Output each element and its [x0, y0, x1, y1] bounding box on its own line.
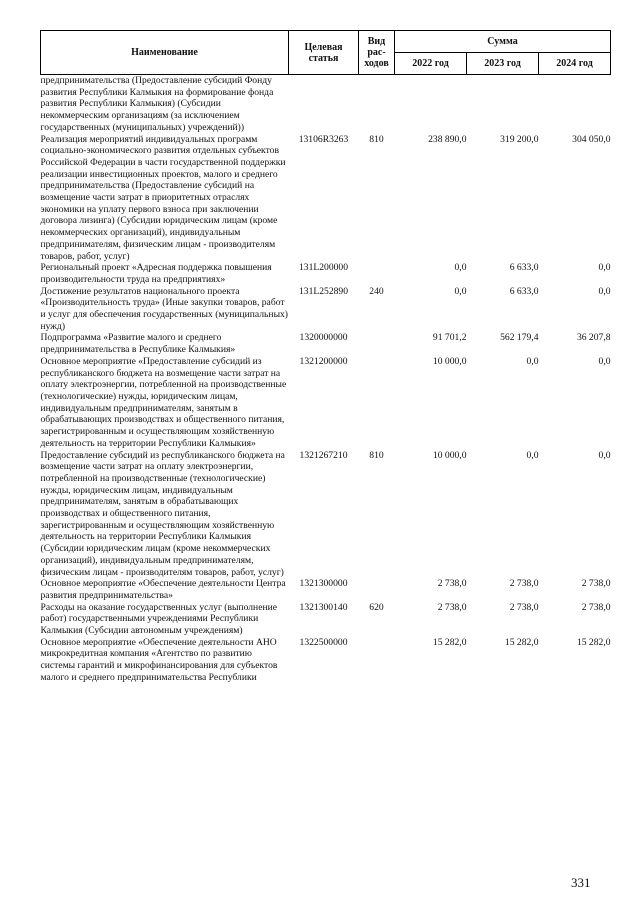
row-2022 [395, 75, 467, 134]
row-code: 1321300140 [299, 601, 348, 613]
header-2023: 2023 год [467, 53, 539, 75]
row-name: Достижение результатов национального проекта «Производительность труда» (Иные закупки товаров, работ и услуг для обеспечения государственных (муниципальных) нужд) [40, 285, 289, 332]
row-2024: 304 050,0 [572, 133, 611, 145]
row-name: Основное мероприятие «Обеспечение деятельности Центра развития предпринимательства» [40, 578, 286, 601]
row-code: 131L252890 [298, 285, 349, 297]
row-2022: 2 738,0 [437, 578, 467, 590]
header-sum: Сумма [395, 31, 611, 53]
row-2023 [467, 75, 539, 134]
row-2023: 562 179,4 [500, 332, 539, 344]
row-vid [359, 356, 395, 450]
row-code: 1321267210 [299, 449, 348, 461]
table-row [41, 637, 611, 684]
row-2022: 2 738,0 [437, 601, 467, 613]
row-name: предпринимательства (Предоставление субсидий Фонду развития Республики Калмыкия на формирование фонда развития Республики Калмыкия) (Субсидии некоммерческим организациям (за исключением государственных (муниципальных) учреждений)) [40, 75, 274, 133]
row-2023: 0,0 [526, 449, 539, 461]
row-vid: 810 [369, 133, 384, 145]
row-name: Подпрограмма «Развитие малого и среднего предпринимательства в Республике Калмыкия» [40, 332, 236, 356]
page-number: 331 [571, 875, 591, 890]
header-2024: 2024 год [539, 53, 611, 75]
row-2024: 15 282,0 [576, 636, 611, 648]
table-row [41, 286, 611, 333]
row-2023: 319 200,0 [500, 133, 539, 145]
row-vid [359, 262, 395, 285]
row-2023: 6 633,0 [509, 262, 539, 274]
row-name: Реализация мероприятий индивидуальных программ социально-экономического развития отдельных субъектов Российской Федерации в части государственной поддержки реализации инвестиционных проектов, малого и среднего предпринимательства (Предоставление субсидий на возмещение части затрат в приоритетных отраслях экономики на уплату первого взноса при заключении договора лизинга) (Субсидии юридическим лицам (кроме некоммерческих организаций), индивидуальным предпринимателям, физическим лицам - производителям товаров, работ, услуг) [40, 133, 286, 262]
row-code: 1322500000 [299, 636, 348, 648]
budget-table [40, 30, 611, 684]
row-code [289, 75, 359, 134]
row-name: Основное мероприятие «Предоставление субсидий из республиканского бюджета на возмещение части затрат на оплату электроэнергии, потребленной на производственные (технологические) нужды, юридическим лицам, индивидуальным предпринимателям, занятым в обрабатывающих производствах и общественного питания, зарегистрированным и осуществляющим хозяйственную деятельность на территории Республики Калмыкия» [40, 355, 287, 449]
row-name: Региональный проект «Адресная поддержка повышения производительности труда на предприятиях» [40, 262, 272, 285]
row-2024: 0,0 [598, 355, 611, 367]
row-2023: 2 738,0 [509, 578, 539, 590]
header-name: Наименование [41, 31, 289, 75]
row-2022: 238 890,0 [428, 133, 467, 145]
row-vid [359, 332, 395, 355]
header-code: Целевая статья [289, 31, 359, 75]
row-name: Предоставление субсидий из республиканского бюджета на возмещение части затрат на оплату электроэнергии, потребленной на производственные (технологические) нужды, юридическим лицам, индивидуальным предпринимателям, занятым в обрабатывающих производствах и общественного питания, зарегистрированным и осуществляющим хозяйственную деятельность на территории Республики Калмыкия (Субсидии юридическим лицам (кроме некоммерческих организаций), индивидуальным предпринимателям, физическим лицам - производителям товаров, работ, услуг) [40, 449, 285, 578]
table-row [41, 332, 611, 355]
row-2024: 2 738,0 [581, 578, 611, 590]
row-2022: 10 000,0 [432, 449, 467, 461]
row-vid [359, 578, 395, 601]
row-2024: 36 207,8 [576, 332, 611, 344]
row-2024 [539, 75, 611, 134]
row-2022: 15 282,0 [432, 636, 467, 648]
row-code: 13106R3263 [298, 133, 349, 145]
row-2024: 0,0 [598, 449, 611, 461]
row-code: 1321200000 [299, 355, 348, 367]
row-vid: 810 [369, 449, 384, 461]
row-name: Основное мероприятие «Обеспечение деятельности АНО микрокредитная компания «Агентство по развитию системы гарантий и микрофинансирования для субъектов малого и среднего предпринимательства Республики [40, 636, 278, 683]
table-row [41, 75, 611, 134]
row-2023: 2 738,0 [509, 601, 539, 613]
table-row [41, 356, 611, 450]
table-row [41, 450, 611, 579]
row-2022: 0,0 [454, 285, 467, 297]
row-code: 131L200000 [298, 262, 349, 274]
table-row [41, 134, 611, 263]
header-vid: Вид рас-ходов [359, 31, 395, 75]
header-2022: 2022 год [395, 53, 467, 75]
row-2023: 15 282,0 [504, 636, 539, 648]
row-code: 1321300000 [299, 578, 348, 590]
row-2024: 0,0 [598, 262, 611, 274]
row-vid: 620 [369, 601, 384, 613]
row-2022: 0,0 [454, 262, 467, 274]
row-name: Расходы на оказание государственных услуг (выполнение работ) государственными учреждениями Республики Калмыкия (Субсидии автономным учреждениям) [40, 601, 277, 637]
row-vid [359, 637, 395, 684]
row-2024: 0,0 [598, 285, 611, 297]
table-row [41, 578, 611, 601]
row-vid: 240 [369, 285, 384, 297]
row-2024: 2 738,0 [581, 601, 611, 613]
table-row [41, 602, 611, 637]
row-code: 1320000000 [299, 332, 348, 344]
table-row [41, 262, 611, 285]
row-vid [359, 75, 395, 134]
row-2023: 6 633,0 [509, 285, 539, 297]
row-2022: 10 000,0 [432, 355, 467, 367]
row-2022: 91 701,2 [432, 332, 467, 344]
row-2023: 0,0 [526, 355, 539, 367]
